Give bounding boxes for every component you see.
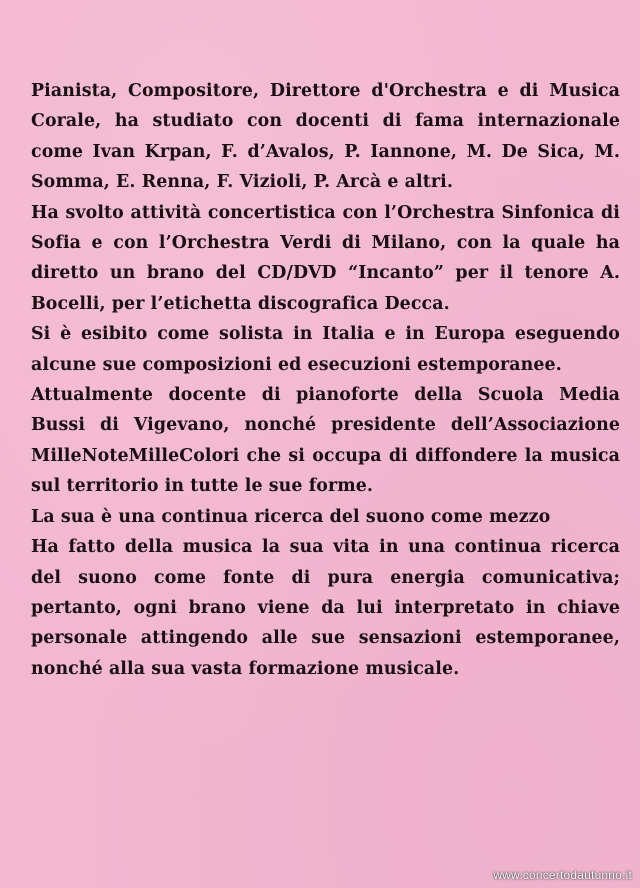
paragraph-teaching: Attualmente docente di pianoforte della Scuola Media Bussi di Vigevano, nonché presidente dell’Associazione MilleNoteMilleColori che si occupa di diffondere la musica sul territorio in tutte le sue forme. bbox=[31, 385, 620, 497]
paragraph-concerts: Ha svolto attività concertistica con l’Orchestra Sinfonica di Sofia e con l’Orchestra Verdi di Milano, con la quale ha diretto un brano del CD/DVD “Incanto” per il tenore A. Bocelli, per l’etichetta discografica Decca. bbox=[31, 202, 620, 314]
paragraph-philosophy: Ha fatto della musica la sua vita in una continua ricerca del suono come fonte di pura energia comunicativa; pertanto, ogni brano viene da lui interpretato in chiave personale attingendo alle sue sensazioni estemporanee, nonché alla sua vasta formazione musicale. bbox=[31, 537, 620, 679]
paragraph-soloist: Si è esibito come solista in Italia e in Europa eseguendo alcune sue composizioni ed esecuzioni estemporanee. bbox=[31, 324, 620, 375]
biography-text bbox=[31, 76, 620, 684]
paragraph-research-fragment: La sua è una continua ricerca del suono come mezzo bbox=[31, 506, 551, 527]
website-watermark: www.concertodautunno.it bbox=[493, 868, 632, 882]
paragraph-training: Pianista, Compositore, Direttore d'Orchestra e di Musica Corale, ha studiato con docenti di fama internazionale come Ivan Krpan, F. d’Avalos, P. Iannone, M. De Sica, M. Somma, E. Renna, F. Vizioli, P. Arcà e altri. bbox=[31, 81, 620, 193]
